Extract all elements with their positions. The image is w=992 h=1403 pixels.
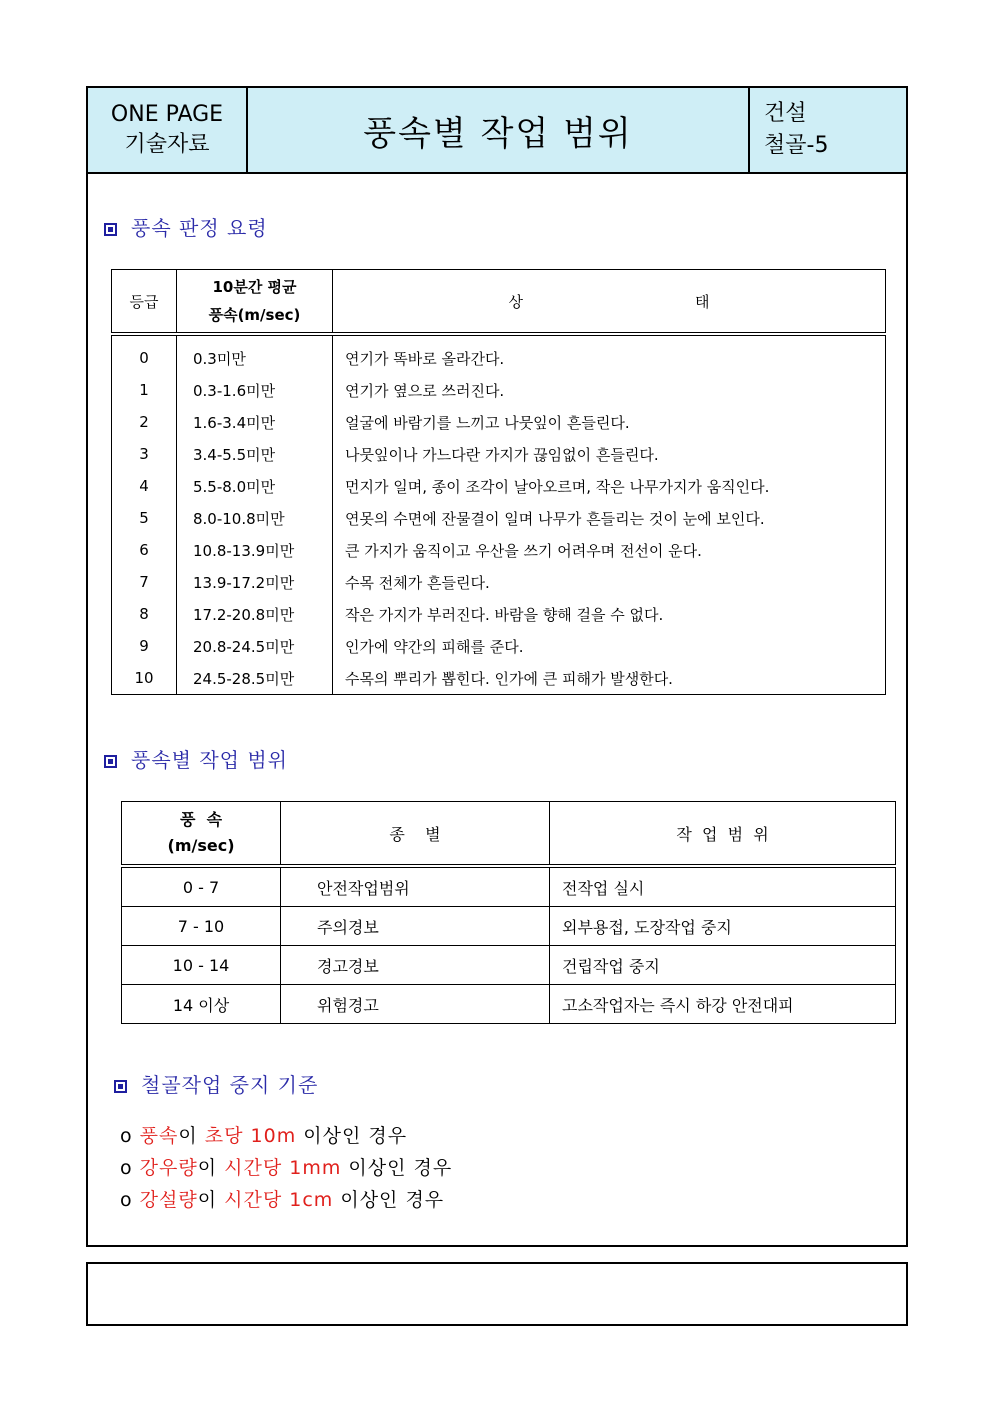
table-row	[112, 630, 886, 662]
table-row	[112, 470, 886, 502]
table-row	[112, 406, 886, 438]
col-header-grade: 등급	[112, 270, 177, 335]
header-bar	[88, 88, 906, 174]
wind-speed-cell: 24.5-28.5미만	[177, 662, 333, 695]
doc-code-cell	[750, 88, 906, 172]
grade-cell: 8	[112, 598, 177, 630]
wind-speed-cell: 3.4-5.5미만	[177, 438, 333, 470]
criterion-threshold: 시간당 1cm	[224, 1189, 334, 1211]
work-scope-rows	[122, 866, 896, 1024]
col-header-wind-speed	[177, 270, 333, 335]
table-row	[112, 566, 886, 598]
criterion-threshold: 초당 10m	[204, 1125, 297, 1147]
table-header-row	[112, 270, 886, 335]
doc-type-line1: ONE PAGE	[110, 102, 224, 127]
state-cell: 큰 가지가 움직이고 우산을 쓰기 어려우며 전선이 운다.	[333, 534, 886, 566]
state-cell: 연못의 수면에 잔물결이 일며 나무가 흔들리는 것이 눈에 보인다.	[333, 502, 886, 534]
state-cell: 수목의 뿌리가 뽑힌다. 인가에 큰 피해가 발생한다.	[333, 662, 886, 695]
criterion-bullet: o	[120, 1189, 133, 1211]
criterion-subject: 강우량	[139, 1157, 198, 1179]
state-cell: 나뭇잎이나 가느다란 가지가 끊임없이 흔들린다.	[333, 438, 886, 470]
doc-code: 철골-5	[764, 133, 829, 158]
state-cell: 작은 가지가 부러진다. 바람을 향해 걸을 수 없다.	[333, 598, 886, 630]
criterion-particle: 이	[178, 1125, 198, 1147]
square-bullet-icon	[114, 1080, 127, 1093]
criterion-tail: 이상인 경우	[348, 1157, 453, 1179]
criterion-tail: 이상인 경우	[303, 1125, 408, 1147]
wind-speed-cell: 10.8-13.9미만	[177, 534, 333, 566]
section-title: 풍속 판정 요령	[131, 216, 268, 240]
table-row	[122, 985, 896, 1024]
table-row	[112, 598, 886, 630]
list-item	[120, 1120, 452, 1152]
table-row	[112, 374, 886, 406]
wind-speed-cell: 13.9-17.2미만	[177, 566, 333, 598]
col-header-wind-speed	[122, 802, 281, 867]
grade-cell: 0	[112, 334, 177, 374]
table-row	[112, 502, 886, 534]
state-cell: 수목 전체가 흔들린다.	[333, 566, 886, 598]
wind-speed-cell: 5.5-8.0미만	[177, 470, 333, 502]
criterion-particle: 이	[197, 1189, 218, 1211]
grade-cell: 9	[112, 630, 177, 662]
doc-type-line2: 기술자료	[124, 132, 210, 157]
wind-speed-cell: 17.2-20.8미만	[177, 598, 333, 630]
type-cell: 위험경고	[281, 985, 550, 1024]
wind-speed-cell: 1.6-3.4미만	[177, 406, 333, 438]
criterion-threshold: 시간당 1mm	[224, 1157, 342, 1179]
list-item	[120, 1152, 452, 1184]
table-row	[112, 534, 886, 566]
col-header-wind-line1: 10분간 평균	[212, 278, 297, 296]
wind-grade-table	[111, 269, 886, 695]
grade-cell: 10	[112, 662, 177, 695]
doc-type-cell	[88, 88, 248, 172]
doc-category: 건설	[764, 101, 807, 126]
col-header-scope: 작 업 범 위	[550, 802, 896, 867]
criterion-subject: 풍속	[139, 1125, 179, 1147]
col-header-state-a: 상	[508, 292, 523, 311]
criterion-subject: 강설량	[139, 1189, 198, 1211]
criterion-particle: 이	[197, 1157, 218, 1179]
grade-cell: 4	[112, 470, 177, 502]
grade-cell: 2	[112, 406, 177, 438]
section-title: 풍속별 작업 범위	[131, 748, 288, 772]
grade-cell: 7	[112, 566, 177, 598]
scope-cell: 건립작업 중지	[550, 946, 896, 985]
col-header-wind-line2: 풍속(m/sec)	[208, 306, 301, 324]
page-title: 풍속별 작업 범위	[248, 88, 750, 172]
wind-grade-rows	[112, 334, 886, 695]
col-header-wind-line1: 풍 속	[179, 810, 223, 829]
table-row	[122, 866, 896, 907]
wind-speed-cell: 0.3미만	[177, 334, 333, 374]
grade-cell: 5	[112, 502, 177, 534]
wind-speed-cell: 10 - 14	[122, 946, 281, 985]
grade-cell: 3	[112, 438, 177, 470]
type-cell: 주의경보	[281, 907, 550, 946]
wind-speed-cell: 20.8-24.5미만	[177, 630, 333, 662]
section-heading-work-scope	[104, 744, 288, 773]
criterion-bullet: o	[120, 1125, 133, 1147]
square-bullet-icon	[104, 755, 117, 768]
section-heading-wind-assessment	[104, 212, 268, 241]
criterion-tail: 이상인 경우	[340, 1189, 445, 1211]
wind-speed-cell: 14 이상	[122, 985, 281, 1024]
grade-cell: 1	[112, 374, 177, 406]
list-item	[120, 1184, 452, 1216]
stop-criteria-list	[120, 1120, 452, 1216]
state-cell: 얼굴에 바람기를 느끼고 나뭇잎이 흔들린다.	[333, 406, 886, 438]
grade-cell: 6	[112, 534, 177, 566]
type-cell: 안전작업범위	[281, 866, 550, 907]
section-heading-stop-criteria	[114, 1069, 318, 1098]
table-row	[112, 662, 886, 695]
wind-speed-cell: 8.0-10.8미만	[177, 502, 333, 534]
col-header-state-b: 태	[695, 292, 710, 311]
criterion-bullet: o	[120, 1157, 133, 1179]
table-header-row	[122, 802, 896, 867]
scope-cell: 외부용접, 도장작업 중지	[550, 907, 896, 946]
table-row	[112, 438, 886, 470]
scope-cell: 전작업 실시	[550, 866, 896, 907]
table-row	[112, 334, 886, 374]
section-title: 철골작업 중지 기준	[141, 1073, 319, 1097]
table-row	[122, 946, 896, 985]
table-row	[122, 907, 896, 946]
state-cell: 연기가 똑바로 올라간다.	[333, 334, 886, 374]
square-bullet-icon	[104, 223, 117, 236]
col-header-wind-line2: (m/sec)	[167, 836, 235, 855]
type-cell: 경고경보	[281, 946, 550, 985]
work-scope-table	[121, 801, 896, 1024]
footer-box	[86, 1262, 908, 1326]
state-cell: 연기가 옆으로 쓰러진다.	[333, 374, 886, 406]
col-header-state	[333, 270, 886, 335]
wind-speed-cell: 7 - 10	[122, 907, 281, 946]
state-cell: 인가에 약간의 피해를 준다.	[333, 630, 886, 662]
scope-cell: 고소작업자는 즉시 하강 안전대피	[550, 985, 896, 1024]
col-header-type: 종 별	[281, 802, 550, 867]
state-cell: 먼지가 일며, 종이 조각이 날아오르며, 작은 나무가지가 움직인다.	[333, 470, 886, 502]
wind-speed-cell: 0.3-1.6미만	[177, 374, 333, 406]
wind-speed-cell: 0 - 7	[122, 866, 281, 907]
